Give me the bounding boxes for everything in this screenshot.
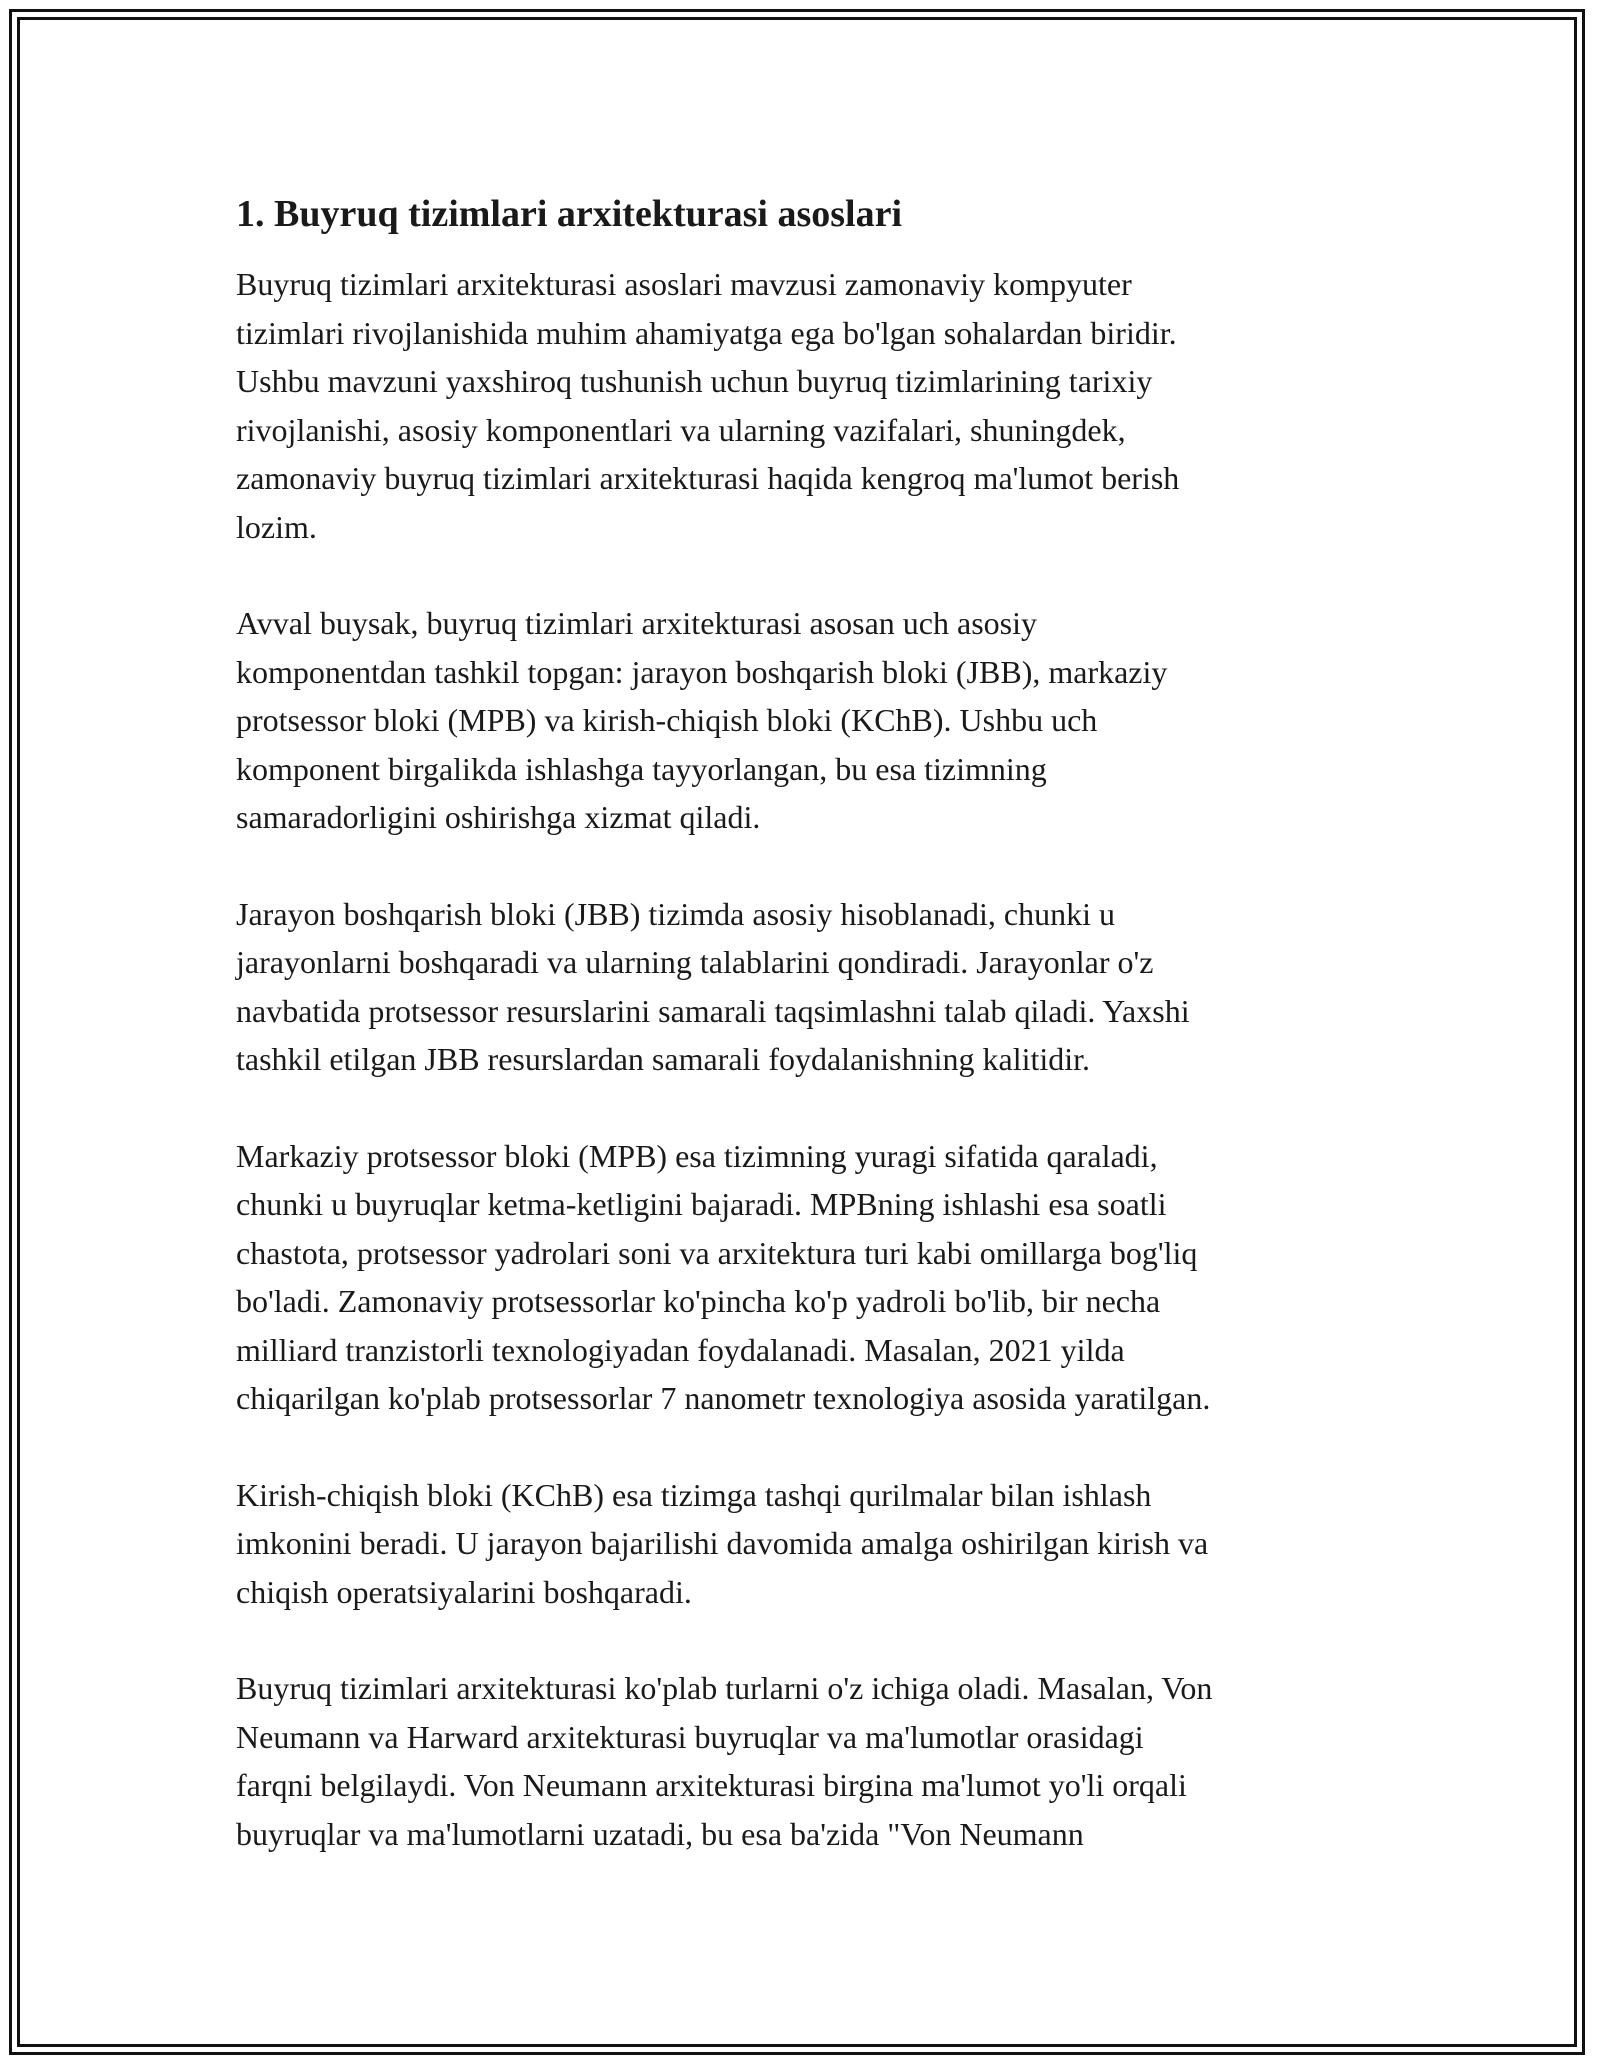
paragraph-intro: Buyruq tizimlari arxitekturasi asoslari mavzusi zamonaviy kompyuter tizimlari rivojlanishida muhim ahamiyatga ega bo'lgan sohalardan biridir. Ushbu mavzuni yaxshiroq tushunish uchun buyruq tizimlarining tarixiy rivojlanishi, asosiy komponentlari va ularning vazifalari, shuningdek, zamonaviy buyruq tizimlari arxitekturasi haqida kengroq ma'lumot berish lozim. xyxy=(236,266,1180,545)
paragraph-components: Avval buysak, buyruq tizimlari arxitekturasi asosan uch asosiy komponentdan tashkil topgan: jarayon boshqarish bloki (JBB), markaziy protsessor bloki (MPB) va kirish-chiqish bloki (KChB). Ushbu uch komponent birgalikda ishlashga tayyorlangan, bu esa tizimning samaradorligini oshirishga xizmat qiladi. xyxy=(236,605,1168,835)
paragraph-kchb: Kirish-chiqish bloki (KChB) esa tizimga tashqi qurilmalar bilan ishlash imkonini beradi. U jarayon bajarilishi davomida amalga oshirilgan kirish va chiqish operatsiyalarini boshqaradi. xyxy=(236,1476,1209,1610)
paragraph-mpb: Markaziy protsessor bloki (MPB) esa tizimning yuragi sifatida qaraladi, chunki u buyruqlar ketma-ketligini bajaradi. MPBning ishlashi esa soatli chastota, protsessor yadrolari soni va arxitektura turi kabi omillarga bog'liq bo'ladi. Zamonaviy protsessorlar ko'pincha ko'p yadroli bo'lib, bir necha milliard tranzistorli texnologiyadan foydalanadi. Masalan, 2021 yilda chiqarilgan ko'plab protsessorlar 7 nanometr texnologiya asosida yaratilgan. xyxy=(236,1137,1211,1416)
paragraph-jbb: Jarayon boshqarish bloki (JBB) tizimda asosiy hisoblanadi, chunki u jarayonlarni boshqaradi va ularning talablarini qondiradi. Jarayonlar o'z navbatida protsessor resurslarini samarali taqsimlashni talab qiladi. Yaxshi tashkil etilgan JBB resurslardan samarali foydalanishning kalitidir. xyxy=(236,895,1190,1077)
paragraph-architecture-types: Buyruq tizimlari arxitekturasi ko'plab turlarni o'z ichiga oladi. Masalan, Von Neumann va Harward arxitekturasi buyruqlar va ma'lumotlar orasidagi farqni belgilaydi. Von Neumann arxitekturasi birgina ma'lumot yo'li orqali buyruqlar va ma'lumotlarni uzatadi, bu esa ba'zida "Von Neumann xyxy=(236,1670,1213,1852)
document-body xyxy=(236,188,1386,1906)
section-heading: 1. Buyruq tizimlari arxitekturasi asoslari xyxy=(236,193,903,235)
